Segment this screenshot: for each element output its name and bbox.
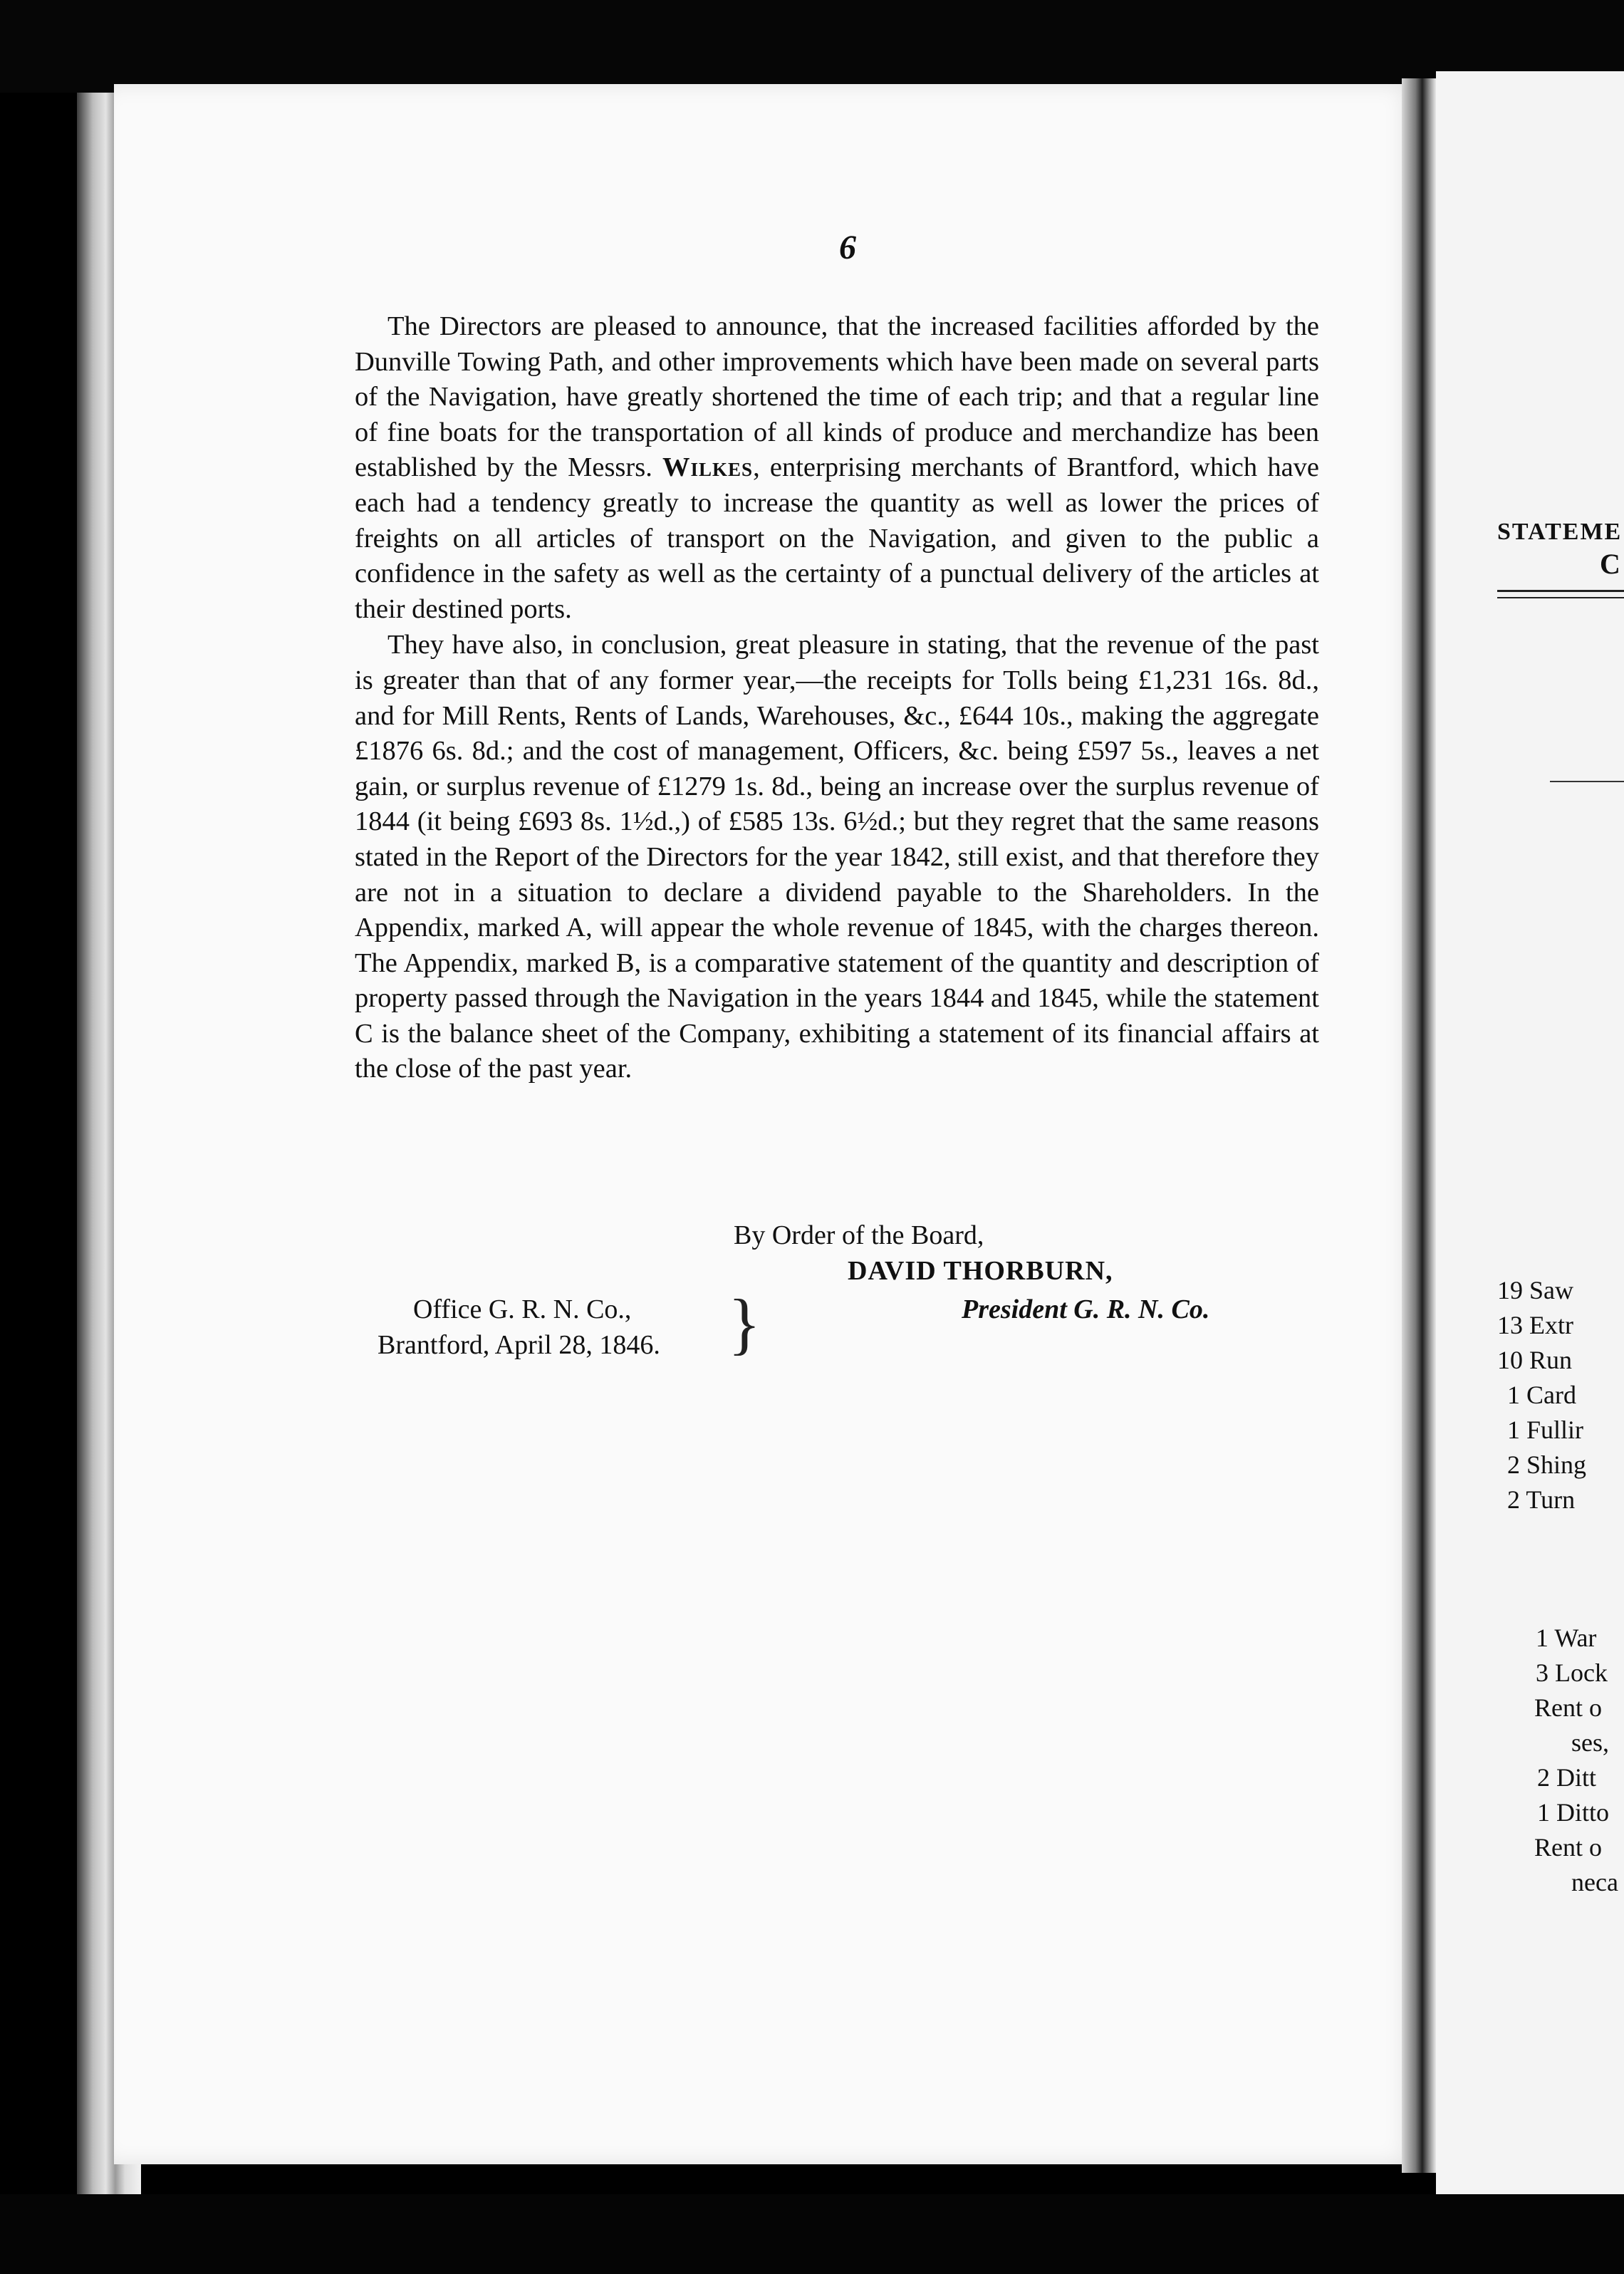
right-page-subheading: C [1600, 548, 1620, 580]
brace-icon: } [728, 1285, 761, 1361]
list-item: Rent o [1534, 1833, 1602, 1862]
list-item: ses, [1571, 1728, 1609, 1757]
list-item: 1 Fullir [1507, 1416, 1584, 1444]
list-item: Rent o [1534, 1693, 1602, 1722]
list-item: 2 Turn [1507, 1485, 1576, 1514]
divider [1497, 597, 1624, 598]
list-item: 19 Saw [1497, 1276, 1573, 1304]
list-item: 10 Run [1497, 1346, 1573, 1374]
list-item: 2 Ditt [1537, 1763, 1597, 1792]
paragraph: They have also, in conclusion, great pleasure in stating, that the revenue of the past is greater than that of any former year,—the receipts for Tolls being £1,231 16s. 8d., and for Mill Rents, Rents of Lands, Warehouses, &c., £644 10s., making the aggregate £1876 6s. 8d.; and the cost of management, Officers, &c. being £597 5s., leaves a net gain, or surplus revenue of £1279 1s. 8d., being an increase over the surplus revenue of 1844 (it being £693 8s. 1½d.,) of £585 13s. 6½d.; but they regret that the same reasons stated in the Report of the Directors for the year 1842, still exist, and that therefore they are not in a situation to declare a dividend payable to the Shareholders. In the Appendix, marked A, will appear the whole revenue of 1845, with the charges thereon. The Appendix, marked B, is a comparative statement of the quantity and description of property passed through the Navigation in the years 1844 and 1845, while the statement C is the balance sheet of the Company, exhibiting a statement of its financial affairs at the close of the past year. [355, 630, 1319, 1084]
list-item: 1 Ditto [1537, 1798, 1610, 1827]
scan-background-bottom [0, 2194, 1624, 2274]
scan-background-top [0, 0, 1624, 93]
paragraph-text: The Directors are pleased to announce, that the increased facilities afforded by the Dunville Towing Path, and other improvements which have been made on several parts of the Navigation, have greatly shortened the time of each trip; and that a regular line of fine boats for the transportation of all kinds of produce and merchandize has been established by the Messrs. [355, 311, 1319, 483]
place-date-line: Brantford, April 28, 1846. [378, 1330, 660, 1360]
right-page-heading: STATEME [1497, 519, 1623, 545]
paragraph-text: , enterprising merchants of Brantford, which have each had a tendency greatly to increase the quantity as well as lower the prices of freights on all articles of transport on the Navigation, and given to the public a confidence in the safety as well as the certainty of a punctual delivery of the articles at their destined ports. [355, 452, 1319, 624]
report-body [355, 309, 1319, 1087]
paragraph [355, 309, 1319, 627]
divider [1497, 590, 1624, 592]
list-item: 1 Card [1507, 1381, 1576, 1409]
right-page-fragment [1436, 71, 1624, 2201]
list-item: 1 War [1536, 1624, 1597, 1652]
list-item: neca [1571, 1868, 1618, 1896]
signatory-title: President G. R. N. Co. [962, 1294, 1210, 1324]
list-item: 3 Lock [1536, 1658, 1608, 1687]
divider [1550, 781, 1624, 782]
book-gutter [1402, 78, 1436, 2173]
list-item: 13 Extr [1497, 1311, 1573, 1339]
list-item: 2 Shing [1507, 1450, 1587, 1479]
signatory-name: DAVID THORBURN, [848, 1256, 1113, 1286]
page-number: 6 [839, 229, 856, 266]
merchant-name: Wilkes [662, 452, 754, 483]
by-order-line: By Order of the Board, [734, 1220, 984, 1250]
signature-block [370, 1220, 1325, 1405]
office-line: Office G. R. N. Co., [413, 1294, 632, 1324]
